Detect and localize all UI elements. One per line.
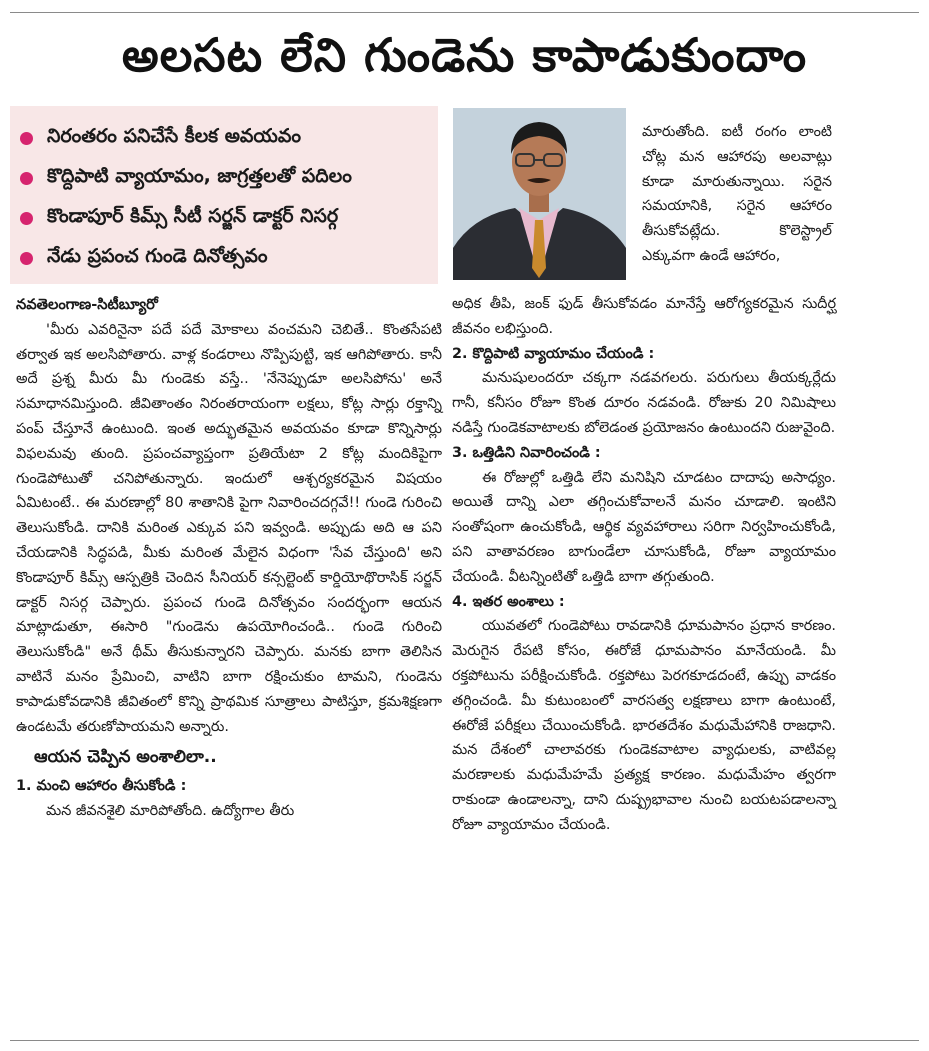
right-column <box>452 292 836 838</box>
headline: అలసట లేని గుండెను కాపాడుకుందాం <box>121 28 808 82</box>
point1-heading: 1. మంచి ఆహారం తీసుకోండి : <box>16 778 187 795</box>
intro-paragraph: 'మీరు ఎవరినైనా పదే పదే మోకాలు వంచమని చెబితే.. కొంతసేపటి తర్వాత ఇక అలసిపోతారు. వాళ్ల కండరాలు నొప్పిపుట్టి, ఇక ఆగిపోతారు. కానీ అదే ప్రశ్న మీరు మీ గుండెకు వస్తే.. 'నేనెప్పుడూ అలసిపోను' అనే సమాధానమిస్తుంది. జీవితాంతం నిరంతరాయంగా లక్షలు, కోట్ల సార్లు రక్తాన్ని పంప్ చేస్తూనే ఉంటుంది. ఇంత అద్భుతమైన అవయవం కూడా కొన్నిసార్లు విఫలమవు తుంది. ప్రపంచవ్యాప్తంగా ప్రతియేటా 2 కోట్ల మందికిపైగా గుండెపోటుతో చనిపోతున్నారు. ఇందులో ఆశ్చర్యకరమైన విషయం ఏమిటంటే.. ఈ మరణాల్లో 80 శాతానికి పైగా నివారించదగ్గవే!! గుండె గురించి తెలుసుకోండి. దానికి మరింత ఎక్కువ పని ఇవ్వండి. అప్పుడు అది ఆ పని చేయడానికి సిద్ధపడి, మీకు మరింత మేలైన విధంగా 'సేవ చేస్తుంది' అని కొండాపూర్ కిమ్స్ ఆస్పత్రికి చెందిన సీనియర్ కన్సల్టెంట్ కార్డియోథొరాసిక్ సర్జన్ డాక్టర్ నిసర్గ చెప్పారు. ప్రపంచ గుండె దినోత్సవం సందర్భంగా ఆయన మాట్లాడుతూ, ఈసారి "గుండెను ఉపయోగించండి.. గుండె గురించి తెలుసుకోండి" అనే థీమ్ తీసుకున్నారని చెప్పారు. మనకు బాగా తెలిసిన వాటినే మనం ప్రేమించి, వాటిని బాగా రక్షించుకుం టామని, గుండెను కాపాడుకోవడానికి జీవితంలో కొన్ని ప్రాథమిక సూత్రాలు పాటిస్తూ, క్రమశిక్షణగా ఉండటమే తరుణోపాయమని అన్నారు. <box>16 321 442 735</box>
highlight-item <box>16 118 438 158</box>
point3-text: ఈ రోజుల్లో ఒత్తిడి లేని మనిషిని చూడటం దాదాపు అసాధ్యం. అయితే దాన్ని ఎలా తగ్గించుకోవాలనే మనం చూడాలి. ఇంటిని సంతోషంగా ఉంచుకోండి, ఆర్థిక వ్యవహారాలు సరిగా నిర్వహించుకోండి, పని వాతావరణం బాగుండేలా చూసుకోండి, రోజూ వ్యాయామం చేయండి. వీటన్నింటితో ఒత్తిడి బాగా తగ్గుతుంది. <box>452 469 836 585</box>
highlight-text: నిరంతరం పనిచేసే కీలక అవయవం <box>47 124 301 147</box>
point4-heading: 4. ఇతర అంశాలు : <box>452 593 565 610</box>
point3-heading: 3. ఒత్తిడిని నివారించండి : <box>452 444 601 461</box>
point1-continue: మారుతోంది. ఐటీ రంగం లాంటి చోట్ల మన ఆహారపు అలవాట్లు కూడా మారుతున్నాయి. సరైన సమయానికి, సరైన ఆహారం తీసుకోవట్లేదు. కొలెస్ట్రాల్ ఎక్కువగా ఉండే ఆహారం, <box>642 124 832 264</box>
highlight-text: కొద్దిపాటి వ్యాయామం, జాగ్రత్తలతో పదిలం <box>47 164 352 187</box>
bullet-icon <box>20 252 33 265</box>
right-column-top <box>642 120 832 269</box>
highlight-item <box>16 198 438 238</box>
bottom-rule <box>10 1040 919 1041</box>
top-rule <box>10 12 919 13</box>
highlight-item <box>16 238 438 278</box>
points-heading: ఆయన చెప్పిన అంశాలిలా.. <box>34 747 217 768</box>
point1-end: అధిక తీపి, జంక్ ఫుడ్ తీసుకోవడం మానేస్తే ఆరోగ్యకరమైన సుదీర్ఘ జీవనం లభిస్తుంది. <box>452 296 836 337</box>
point4-text: యువతలో గుండెపోటు రావడానికి ధూమపానం ప్రధాన కారణం. మెరుగైన రేపటి కోసం, ఈరోజే ధూమపానం మానేయండి. మీ రక్తపోటును పరీక్షించుకోండి. రక్తపోటు పెరగకూడదంటే, ఉప్పు వాడకం తగ్గించండి. మీ కుటుంబంలో వారసత్వ లక్షణాలు బాగా ఉంటుంటే, ఈరోజే పరీక్షలు చేయించుకోండి. భారతదేశం మధుమేహానికి రాజధాని. మన దేశంలో చాలావరకు గుండెకవాటాల వ్యాధులకు, వాటివల్ల మరణాలకు మధుమేహమే ప్రత్యక్ష కారణం. మధుమేహం త్వరగా రాకుండా ఉండాలన్నా, దాని దుష్ప్రభావాల నుంచి బయటపడాలన్నా రోజూ వ్యాయామం చేయండి. <box>452 618 836 833</box>
highlight-text: కొండాపూర్ కిమ్స్ సీటీ సర్జన్ డాక్టర్ నిసర్గ <box>47 204 339 227</box>
highlights-box <box>10 106 438 284</box>
point2-heading: 2. కొద్దిపాటి వ్యాయామం చేయండి : <box>452 345 655 362</box>
doctor-portrait-icon <box>453 108 626 280</box>
doctor-photo <box>453 108 626 280</box>
bullet-icon <box>20 212 33 225</box>
point1-start: మన జీవనశైలి మారిపోతోంది. ఉద్యోగాల తీరు <box>46 802 295 819</box>
highlight-item <box>16 158 438 198</box>
left-column <box>16 293 442 824</box>
bullet-icon <box>20 132 33 145</box>
highlight-text: నేడు ప్రపంచ గుండె దినోత్సవం <box>47 244 268 267</box>
bullet-icon <box>20 172 33 185</box>
byline: నవతెలంగాణ-సిటీబ్యూరో <box>16 296 158 313</box>
point2-text: మనుషులందరూ చక్కగా నడవగలరు. పరుగులు తీయక్కర్లేదు గానీ, కనీసం రోజూ కొంత దూరం నడవండి. రోజుకు 20 నిమిషాలు నడిస్తే గుండెకవాటాలకు బోలెడంత ప్రయోజనం ఉంటుందని రుజువైంది. <box>452 370 836 436</box>
